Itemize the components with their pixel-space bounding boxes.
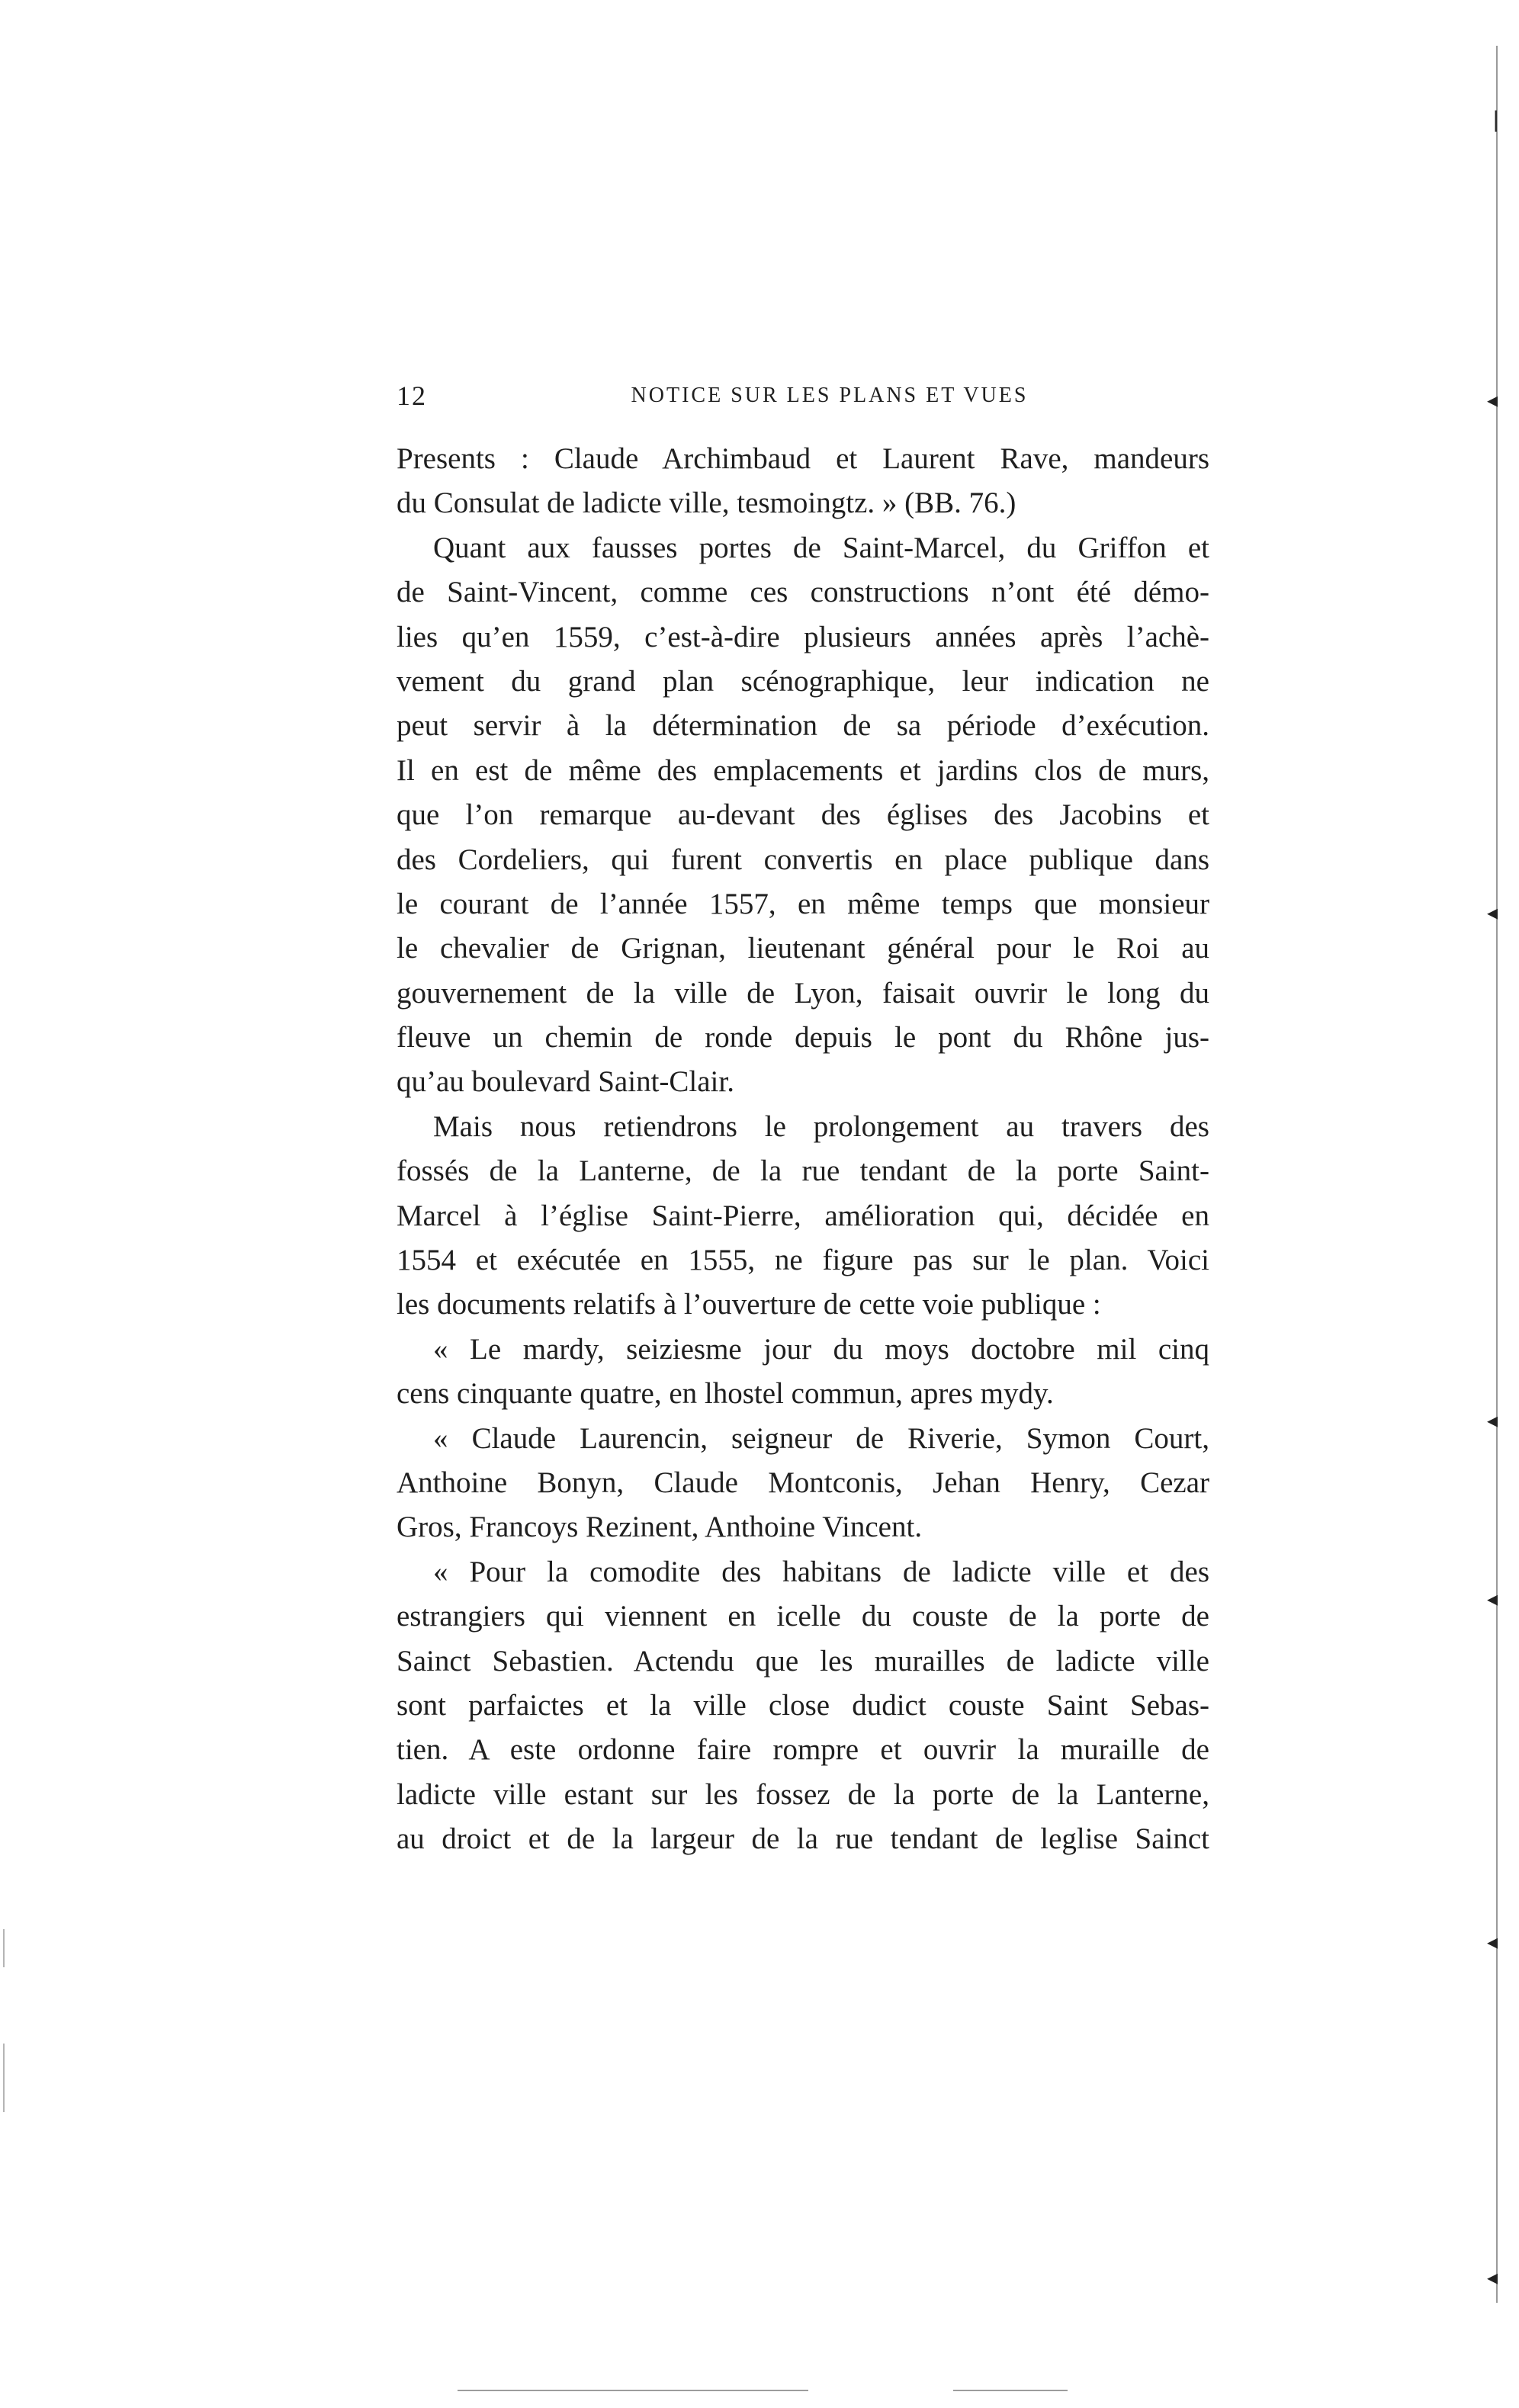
edge-mark-icon: ◂	[1487, 901, 1498, 925]
text-line: de Saint-Vincent, comme ces constructions n’ont été démo-	[397, 576, 1209, 609]
edge-mark-icon: ❘	[1487, 108, 1505, 132]
text-line: 1554 et exécutée en 1555, ne figure pas sur le plan. Voici	[397, 1244, 1209, 1277]
text-line: sont parfaictes et la ville close dudict couste Saint Sebas-	[397, 1688, 1209, 1722]
scan-left-mark	[3, 1929, 5, 1967]
scan-bottom-rule	[458, 2390, 808, 2391]
text-line: des Cordeliers, qui furent convertis en place publique dans	[397, 843, 1209, 876]
scan-bottom-rule	[953, 2390, 1068, 2391]
text-line: tien. A este ordonne faire rompre et ouvrir la muraille de	[397, 1733, 1209, 1767]
text-line: Anthoine Bonyn, Claude Montconis, Jehan Henry, Cezar	[397, 1466, 1209, 1499]
text-line: ladicte ville estant sur les fossez de la porte de la Lanterne,	[397, 1777, 1209, 1811]
scan-left-mark	[3, 2044, 5, 2112]
text-line: les documents relatifs à l’ouverture de cette voie publique :	[397, 1288, 1101, 1321]
text-line: Sainct Sebastien. Actendu que les murailles de ladicte ville	[397, 1644, 1209, 1678]
text-line: Quant aux fausses portes de Saint-Marcel, du Griffon et	[433, 531, 1209, 564]
page-number: 12	[397, 380, 427, 411]
text-line: lies qu’en 1559, c’est-à-dire plusieurs années après l’achè-	[397, 620, 1209, 653]
text-line: estrangiers qui viennent en icelle du couste de la porte de	[397, 1600, 1209, 1633]
text-line: fossés de la Lanterne, de la rue tendant de la porte Saint-	[397, 1154, 1209, 1188]
edge-mark-icon: ◂	[1487, 1931, 1498, 1954]
text-line: au droict et de la largeur de la rue tendant de leglise Sainct	[397, 1822, 1209, 1856]
text-line: « Claude Laurencin, seigneur de Riverie, Symon Court,	[433, 1421, 1209, 1455]
text-line: Gros, Francoys Rezinent, Anthoine Vincent.	[397, 1511, 923, 1544]
text-line: « Le mardy, seiziesme jour du moys doctobre mil cinq	[433, 1332, 1209, 1366]
edge-mark-icon: ◂	[1487, 1409, 1498, 1433]
text-line: vement du grand plan scénographique, leur indication ne	[397, 664, 1209, 698]
text-line: Il en est de même des emplacements et jardins clos de murs,	[397, 753, 1209, 787]
text-line: cens cinquante quatre, en lhostel commun, apres mydy.	[397, 1377, 1054, 1411]
text-line: Mais nous retiendrons le prolongement au travers des	[433, 1109, 1209, 1143]
text-line: que l’on remarque au-devant des églises des Jacobins et	[397, 798, 1209, 832]
text-line: qu’au boulevard Saint-Clair.	[397, 1065, 734, 1099]
text-line: fleuve un chemin de ronde depuis le pont du Rhône jus-	[397, 1021, 1209, 1055]
text-line: Presents : Claude Archimbaud et Laurent Rave, mandeurs	[397, 442, 1209, 475]
edge-mark-icon: ◂	[1487, 1588, 1498, 1611]
text-line: Marcel à l’église Saint-Pierre, amélioration qui, décidée en	[397, 1199, 1209, 1232]
text-line: « Pour la comodite des habitans de ladicte ville et des	[433, 1555, 1209, 1588]
running-head	[397, 377, 1209, 415]
text-line: le courant de l’année 1557, en même temps que monsieur	[397, 887, 1209, 920]
text-line: gouvernement de la ville de Lyon, faisait ouvrir le long du	[397, 976, 1209, 1010]
binding-edge-line	[1496, 46, 1498, 2303]
text-line: peut servir à la détermination de sa période d’exécution.	[397, 709, 1209, 743]
edge-mark-icon: ◂	[1487, 389, 1498, 413]
text-line: du Consulat de ladicte ville, tesmoingtz. » (BB. 76.)	[397, 486, 1016, 520]
body-text	[397, 437, 1209, 1862]
edge-mark-icon: ◂	[1487, 2266, 1498, 2290]
running-title: NOTICE SUR LES PLANS ET VUES	[631, 384, 1029, 407]
text-line: le chevalier de Grignan, lieutenant général pour le Roi au	[397, 932, 1209, 965]
